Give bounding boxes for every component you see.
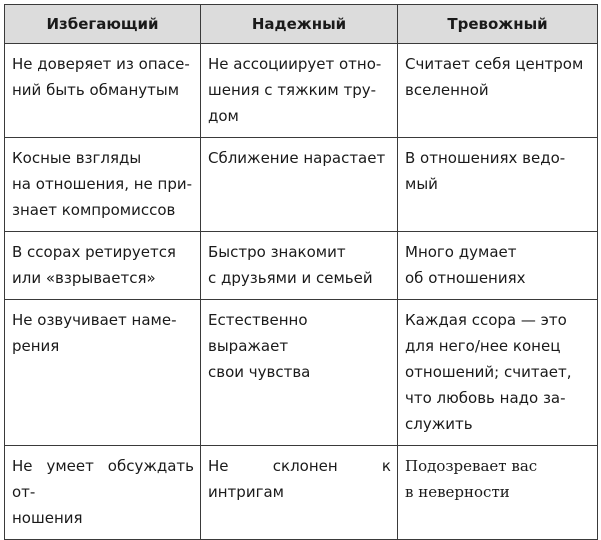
cell-secure bbox=[201, 44, 398, 138]
cell-line: рения bbox=[12, 337, 60, 355]
cell-line: вселенной bbox=[405, 81, 489, 99]
cell-line: Сближение нарастает bbox=[208, 149, 386, 167]
header-row bbox=[5, 5, 598, 44]
cell-line: Не ассоциирует отно- bbox=[208, 55, 382, 73]
cell-line: отношений; считает, bbox=[405, 363, 572, 381]
cell-line: в неверности bbox=[405, 483, 510, 501]
cell-line: ношения bbox=[12, 509, 83, 527]
cell-anxious bbox=[398, 300, 598, 446]
cell-avoidant bbox=[5, 300, 201, 446]
table-row bbox=[5, 44, 598, 138]
cell-line: Естественно выражает bbox=[208, 311, 308, 355]
cell-line: Подозревает вас bbox=[405, 457, 538, 475]
cell-line: об отношениях bbox=[405, 269, 526, 287]
table-row bbox=[5, 138, 598, 232]
cell-line: Косные взгляды bbox=[12, 149, 142, 167]
cell-anxious bbox=[398, 446, 598, 540]
cell-line: В отношениях ведо- bbox=[405, 149, 566, 167]
cell-line: Быстро знакомит bbox=[208, 243, 346, 261]
cell-anxious bbox=[398, 44, 598, 138]
cell-secure bbox=[201, 446, 398, 540]
cell-line: Не озвучивает наме- bbox=[12, 311, 177, 329]
cell-line: Не умеет обсуждать от- bbox=[12, 457, 194, 501]
cell-avoidant bbox=[5, 232, 201, 300]
cell-line: Не доверяет из опасе- bbox=[12, 55, 190, 73]
header-secure: Надежный bbox=[201, 5, 398, 44]
cell-line: Каждая ссора — это bbox=[405, 311, 567, 329]
cell-avoidant bbox=[5, 44, 201, 138]
cell-line: дом bbox=[208, 107, 239, 125]
cell-line: Считает себя центром bbox=[405, 55, 584, 73]
header-avoidant: Избегающий bbox=[5, 5, 201, 44]
cell-line: В ссорах ретируется bbox=[12, 243, 176, 261]
attachment-styles-table bbox=[4, 4, 598, 540]
cell-line: знает компромиссов bbox=[12, 201, 176, 219]
cell-secure bbox=[201, 232, 398, 300]
cell-line: с друзьями и семьей bbox=[208, 269, 373, 287]
cell-line: Не склонен к интригам bbox=[208, 457, 391, 501]
cell-secure bbox=[201, 300, 398, 446]
cell-line: для него/нее конец bbox=[405, 337, 561, 355]
table-row bbox=[5, 300, 598, 446]
cell-avoidant bbox=[5, 138, 201, 232]
table-row bbox=[5, 232, 598, 300]
attachment-styles-table-container bbox=[4, 4, 597, 540]
cell-line: что любовь надо за- bbox=[405, 389, 566, 407]
cell-line: служить bbox=[405, 415, 473, 433]
cell-anxious bbox=[398, 232, 598, 300]
cell-line: или «взрывается» bbox=[12, 269, 156, 287]
cell-line: свои чувства bbox=[208, 363, 311, 381]
cell-line: Много думает bbox=[405, 243, 517, 261]
cell-secure bbox=[201, 138, 398, 232]
cell-line: ний быть обманутым bbox=[12, 81, 180, 99]
cell-avoidant bbox=[5, 446, 201, 540]
cell-line: шения с тяжким тру- bbox=[208, 81, 377, 99]
table-row bbox=[5, 446, 598, 540]
header-anxious: Тревожный bbox=[398, 5, 598, 44]
cell-line: мый bbox=[405, 175, 438, 193]
cell-line: на отношения, не при- bbox=[12, 175, 193, 193]
cell-anxious bbox=[398, 138, 598, 232]
